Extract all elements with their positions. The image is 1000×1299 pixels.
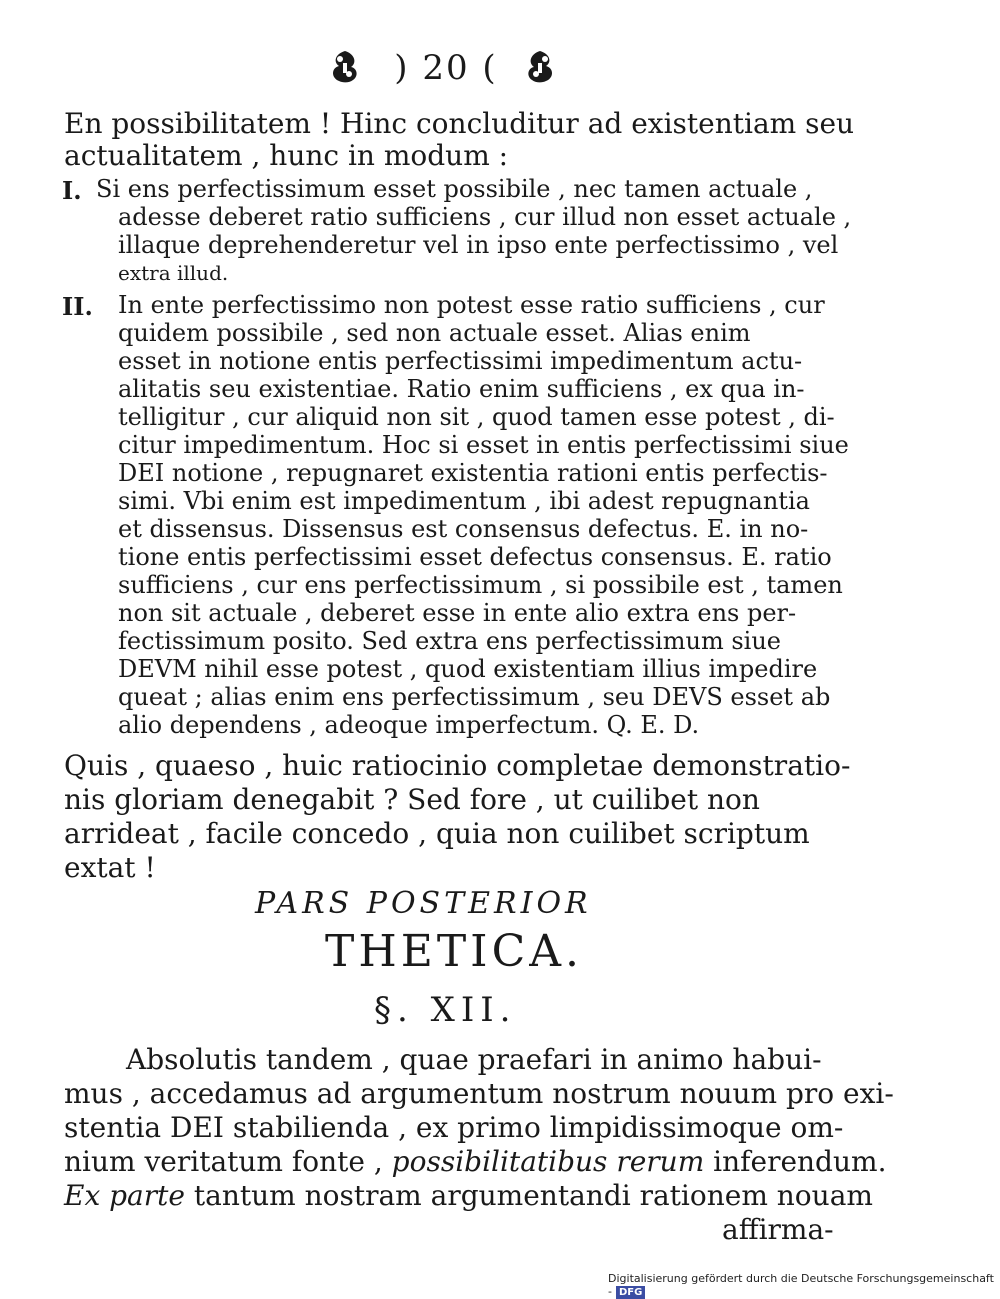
conclusion-line: extat ! — [64, 851, 156, 884]
section-text: tantum nostram argumentandi rationem nouam — [184, 1179, 873, 1212]
item-line: telligitur , cur aliquid non sit , quod tamen esse potest , di- — [118, 403, 835, 431]
section-line: Absolutis tandem , quae praefari in animo habui- — [126, 1043, 822, 1076]
section-text: nium veritatum fonte , — [64, 1145, 392, 1178]
emphasis-text: possibilitatibus rerum — [391, 1145, 705, 1178]
part-heading: PARS POSTERIOR — [255, 886, 592, 921]
item-line: esset in notione entis perfectissimi impedimentum actu- — [118, 347, 803, 375]
section-text: inferendum. — [704, 1145, 887, 1178]
item-line: simi. Vbi enim est impedimentum , ibi adest repugnantia — [118, 487, 810, 515]
item-line: et dissensus. Dissensus est consensus defectus. E. in no- — [118, 515, 809, 543]
digitization-credit — [608, 1272, 1000, 1299]
item-line: queat ; alias enim ens perfectissimum , seu DEVS esset ab — [118, 683, 831, 711]
item-line: DEVM nihil esse potest , quod existentiam illius impedire — [118, 655, 818, 683]
conclusion-line: arrideat , facile concedo , quia non cuilibet scriptum — [64, 817, 810, 850]
section-line — [64, 1146, 886, 1178]
item-line: tione entis perfectissimi esset defectus consensus. E. ratio — [118, 543, 832, 571]
item-line: DEI notione , repugnaret existentia rationi entis perfectis- — [118, 459, 828, 487]
right-ornament-icon — [522, 48, 558, 88]
item-line: non sit actuale , deberet esse in ente alio extra ens per- — [118, 599, 797, 627]
catchword: affirma- — [722, 1213, 834, 1246]
item-line: extra illud. — [118, 261, 229, 285]
intro-line: En possibilitatem ! Hinc concluditur ad existentiam seu — [64, 107, 855, 140]
item-line: alitatis seu existentiae. Ratio enim sufficiens , ex qua in- — [118, 375, 805, 403]
item-line: alio dependens , adeoque imperfectum. Q. E. D. — [118, 711, 700, 739]
page-number: ) 20 ( — [394, 48, 498, 88]
left-ornament-icon — [327, 48, 363, 88]
running-head — [0, 46, 1000, 96]
section-line: stentia DEI stabilienda , ex primo limpidissimoque om- — [64, 1111, 844, 1144]
item-line: adesse deberet ratio sufficiens , cur illud non esset actuale , — [118, 203, 852, 231]
conclusion-line: nis gloriam denegabit ? Sed fore , ut cuilibet non — [64, 783, 760, 816]
section-heading: §. XII. — [374, 990, 517, 1030]
item-number: II. — [62, 292, 93, 321]
dfg-logo: DFG — [616, 1286, 645, 1299]
section-line — [64, 1180, 873, 1212]
item-line: fectissimum posito. Sed extra ens perfectissimum siue — [118, 627, 781, 655]
item-line: In ente perfectissimo non potest esse ratio sufficiens , cur — [118, 291, 825, 319]
credit-text: Digitalisierung gefördert durch die Deutsche Forschungsgemeinschaft - — [608, 1272, 994, 1298]
emphasis-text: Ex parte — [64, 1179, 185, 1212]
section-line: mus , accedamus ad argumentum nostrum nouum pro exi- — [64, 1077, 894, 1110]
item-line: illaque deprehenderetur vel in ipso ente perfectissimo , vel — [118, 231, 839, 259]
part-title: THETICA. — [325, 926, 583, 977]
item-line: Si ens perfectissimum esset possibile , nec tamen actuale , — [96, 175, 813, 203]
item-number: I. — [62, 176, 82, 205]
item-line: sufficiens , cur ens perfectissimum , si possibile est , tamen — [118, 571, 843, 599]
intro-line: actualitatem , hunc in modum : — [64, 139, 509, 172]
item-line: citur impedimentum. Hoc si esset in entis perfectissimi siue — [118, 431, 849, 459]
conclusion-line: Quis , quaeso , huic ratiocinio completae demonstratio- — [64, 749, 851, 782]
item-line: quidem possibile , sed non actuale esset. Alias enim — [118, 319, 751, 347]
